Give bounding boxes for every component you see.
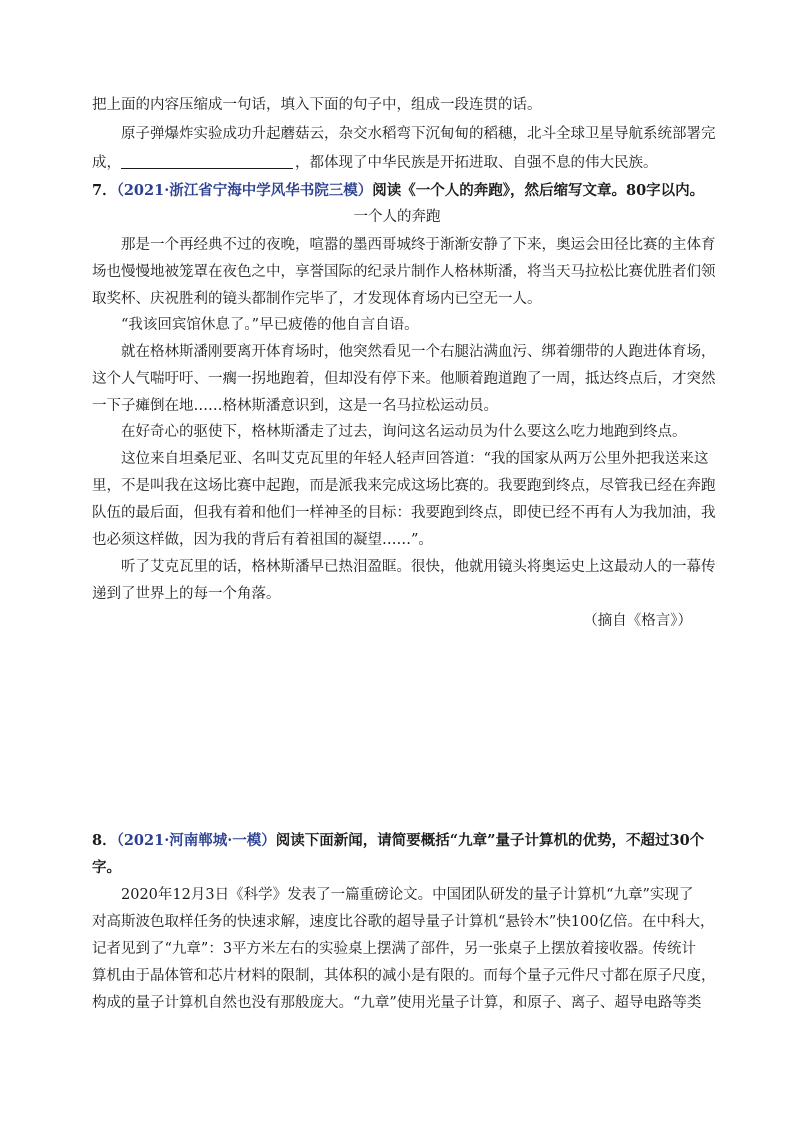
news-line: 对高斯波色取样任务的快速求解，速度比谷歌的超导量子计算机“悬铃木”快100亿倍。在中科大， xyxy=(92,914,715,930)
article-line: 在好奇心的驱使下，格林斯潘走了过去，询问这名运动员为什么要这么吃力地跑到终点。 xyxy=(121,424,687,440)
question-8-prompt-continued: 字。 xyxy=(92,859,121,876)
prev-paragraph-start: 成， xyxy=(92,155,121,171)
news-line: 算机由于晶体管和芯片材料的限制，其体积的减小是有限的。而每个量子元件尺寸都在原子尺度， xyxy=(92,968,716,984)
question-8-heading xyxy=(92,831,704,851)
article-attribution: （摘自《格言》） xyxy=(583,613,692,629)
fill-in-blank[interactable] xyxy=(121,152,293,169)
news-line: 记者见到了“九章”：3平方米左右的实验桌上摆满了部件，另一张桌子上摆放着接收器。传统计 xyxy=(92,941,697,957)
article-line: 这个人气喘吁吁、一瘸一拐地跑着，但却没有停下来。他顺着跑道跑了一周，抵达终点后，才突然 xyxy=(92,371,716,387)
news-line: 构成的量子计算机自然也没有那般庞大。“九章”使用光量子计算，和原子、离子、超导电路等类 xyxy=(92,995,702,1011)
article-line: 递到了世界上的每一个角落。 xyxy=(92,586,281,602)
article-line: 听了艾克瓦里的话，格林斯潘早已热泪盈眶。很快，他就用镜头将奥运史上这最动人的一幕传 xyxy=(121,559,716,575)
prev-paragraph-end: ，都体现了中华民族是开拓进取、自强不息的伟大民族。 xyxy=(295,155,658,171)
article-line: 场也慢慢地被笼罩在夜色之中，享誉国际的纪录片制作人格林斯潘，将当天马拉松比赛优胜者们领 xyxy=(92,264,716,280)
news-line: 2020年12月3日《科学》发表了一篇重磅论文。中国团队研发的量子计算机“九章”实现了 xyxy=(121,887,694,903)
question-7-prompt: 阅读《一个人的奔跑》，然后缩写文章。80字以内。 xyxy=(372,182,705,199)
article-line: 取奖杯、庆祝胜利的镜头都制作完毕了，才发现体育场内已空无一人。 xyxy=(92,291,542,307)
question-7-number: 7． xyxy=(92,182,117,199)
article-line: “我该回宾馆休息了。”早已疲倦的他自言自语。 xyxy=(121,317,419,333)
article-line: 这位来自坦桑尼亚、名叫艾克瓦里的年轻人轻声回答道：“我的国家从两万公里外把我送来这 xyxy=(121,451,709,467)
article-line: 也必须这样做，因为我的背后有着祖国的凝望……”。 xyxy=(92,532,433,548)
article-line: 一下子瘫倒在地……格林斯潘意识到，这是一名马拉松运动员。 xyxy=(92,398,498,414)
article-line: 就在格林斯潘刚要离开体育场时，他突然看见一个右腿沾满血污、绑着绷带的人跑进体育场， xyxy=(121,344,716,360)
question-8-source: （2021·河南郸城·一模） xyxy=(116,832,276,849)
prev-paragraph-line-2 xyxy=(92,152,704,173)
question-8-number: 8． xyxy=(92,832,117,849)
question-7-heading xyxy=(92,181,704,201)
question-8-prompt: 阅读下面新闻，请简要概括“九章”量子计算机的优势，不超过30个 xyxy=(275,832,705,849)
prev-instruction: 把上面的内容压缩成一句话，填入下面的句子中，组成一段连贯的话。 xyxy=(92,97,542,113)
article-line: 那是一个再经典不过的夜晚，喧嚣的墨西哥城终于渐渐安静了下来，奥运会田径比赛的主体育 xyxy=(121,237,716,253)
question-7-source: （2021·浙江省宁海中学风华书院三模） xyxy=(116,182,373,199)
article-title: 一个人的奔跑 xyxy=(353,209,441,225)
article-line: 队伍的最后面，但我有着和他们一样神圣的目标：我要跑到终点，即使已经不再有人为我加油，我 xyxy=(92,505,716,521)
prev-paragraph-line-1: 原子弹爆炸实验成功升起蘑菇云，杂交水稻弯下沉甸甸的稻穗，北斗全球卫星导航系统部署完 xyxy=(121,126,716,142)
article-line: 里，不是叫我在这场比赛中起跑，而是派我来完成这场比赛的。我要跑到终点，尽管我已经在奔跑 xyxy=(92,478,716,494)
